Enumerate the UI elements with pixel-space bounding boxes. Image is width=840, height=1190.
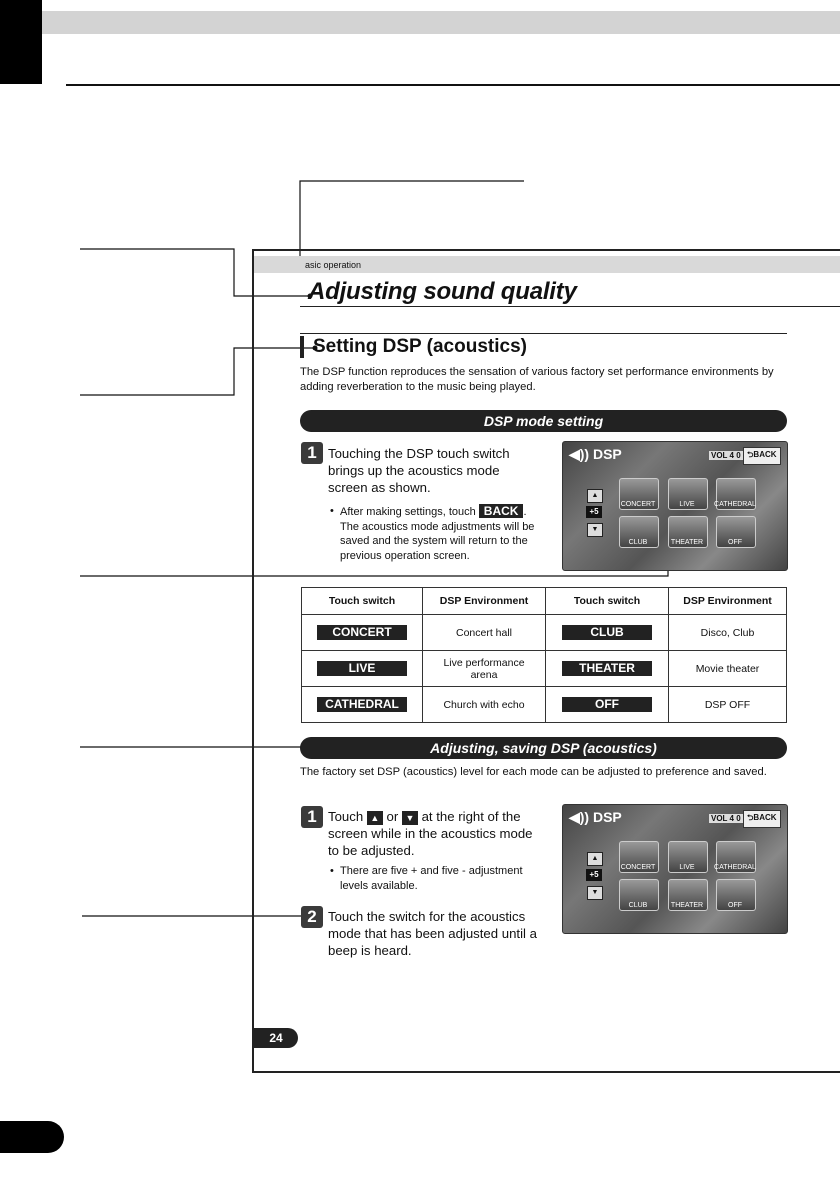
page-title: Adjusting sound quality bbox=[308, 278, 577, 305]
concert-label: CONCERT bbox=[620, 864, 656, 871]
adjusting-saving-bar: Adjusting, saving DSP (acoustics) bbox=[300, 737, 787, 759]
table-header: Touch switch bbox=[546, 588, 669, 615]
section-marker bbox=[300, 336, 304, 358]
table-row bbox=[302, 651, 787, 687]
step-number: 1 bbox=[301, 806, 323, 828]
table-cell: THEATER bbox=[562, 661, 652, 676]
down-button[interactable]: ▼ bbox=[587, 523, 603, 537]
step-text: Touch the switch for the acoustics mode that has been adjusted until a beep is heard. bbox=[328, 909, 537, 958]
table-cell: DSP OFF bbox=[669, 687, 787, 723]
table-row bbox=[302, 615, 787, 651]
up-button[interactable]: ▲ bbox=[587, 852, 603, 866]
speaker-icon: ◀)) DSP bbox=[569, 809, 622, 825]
volume-readout: VOL 4 0 bbox=[711, 451, 741, 460]
dsp-screen-2 bbox=[562, 804, 788, 934]
speaker-icon: ◀)) DSP bbox=[569, 446, 622, 462]
step-text: Touching the DSP touch switch brings up the acoustics mode screen as shown. bbox=[328, 446, 510, 495]
club-label: CLUB bbox=[628, 539, 648, 546]
back-button-ref: BACK bbox=[479, 504, 524, 518]
up-button[interactable]: ▲ bbox=[587, 489, 603, 503]
table-header: DSP Environment bbox=[669, 588, 787, 615]
off-label: OFF bbox=[728, 539, 742, 546]
dsp-screen-1 bbox=[562, 441, 788, 571]
step-bullet: • After making settings, touch BACK . The acoustics mode adjustments will be saved and the system will return to the previous operation screen. bbox=[330, 504, 535, 562]
page-number: 24 bbox=[254, 1028, 298, 1048]
table-cell: Live performance arena bbox=[423, 651, 546, 687]
section-intro: The DSP function reproduces the sensation of various factory set performance environments by adding reverberation to the music being played. bbox=[300, 366, 774, 393]
theater-label: THEATER bbox=[670, 902, 704, 909]
adjusting-intro: The factory set DSP (acoustics) level for each mode can be adjusted to preference and saved. bbox=[300, 766, 767, 778]
section-title: Setting DSP (acoustics) bbox=[313, 336, 527, 357]
down-arrow-icon: ▼ bbox=[402, 811, 418, 825]
dsp-mode-setting-bar: DSP mode setting bbox=[300, 410, 787, 432]
off-label: OFF bbox=[728, 902, 742, 909]
step-number: 1 bbox=[301, 442, 323, 464]
table-header-row bbox=[302, 588, 787, 615]
back-button[interactable]: ⮌BACK bbox=[743, 810, 781, 828]
step-bullet: • There are five + and five - adjustment levels available. bbox=[330, 865, 523, 892]
step-number: 2 bbox=[301, 906, 323, 928]
title-rule bbox=[300, 306, 840, 307]
table-header: DSP Environment bbox=[423, 588, 546, 615]
page-header-label: asic operation bbox=[305, 260, 362, 270]
live-label: LIVE bbox=[679, 501, 695, 508]
table-cell: Church with echo bbox=[423, 687, 546, 723]
table-cell: OFF bbox=[562, 697, 652, 712]
table-header: Touch switch bbox=[302, 588, 423, 615]
live-label: LIVE bbox=[679, 864, 695, 871]
table-cell: CATHEDRAL bbox=[317, 697, 407, 712]
screen-title: DSP bbox=[592, 809, 622, 825]
back-button[interactable]: ⮌BACK bbox=[743, 447, 781, 465]
dsp-environment-table bbox=[301, 587, 787, 723]
bullet-pre: After making settings, touch bbox=[340, 506, 479, 518]
table-cell: Concert hall bbox=[423, 615, 546, 651]
volume-readout: VOL 4 0 bbox=[711, 814, 741, 823]
level-value: +5 bbox=[586, 869, 602, 881]
step-text: Touch ▲ or ▼ at the right of the screen while in the acoustics mode to be adjusted. bbox=[328, 809, 533, 858]
screen-title: DSP bbox=[592, 446, 622, 462]
table-row bbox=[302, 687, 787, 723]
up-arrow-icon: ▲ bbox=[367, 811, 383, 825]
club-label: CLUB bbox=[628, 902, 648, 909]
table-cell: CONCERT bbox=[317, 625, 407, 640]
theater-label: THEATER bbox=[670, 539, 704, 546]
concert-label: CONCERT bbox=[620, 501, 656, 508]
cathedral-label: CATHEDRAL bbox=[714, 501, 756, 508]
table-cell: CLUB bbox=[562, 625, 652, 640]
level-value: +5 bbox=[586, 506, 602, 518]
bullet-post: . The acoustics mode adjustments will be saved and the system will return to the previous operation screen. bbox=[340, 506, 535, 562]
table-cell: Disco, Club bbox=[669, 615, 787, 651]
cathedral-label: CATHEDRAL bbox=[714, 864, 756, 871]
down-button[interactable]: ▼ bbox=[587, 886, 603, 900]
table-cell: Movie theater bbox=[669, 651, 787, 687]
section-rule bbox=[300, 333, 787, 334]
table-cell: LIVE bbox=[317, 661, 407, 676]
